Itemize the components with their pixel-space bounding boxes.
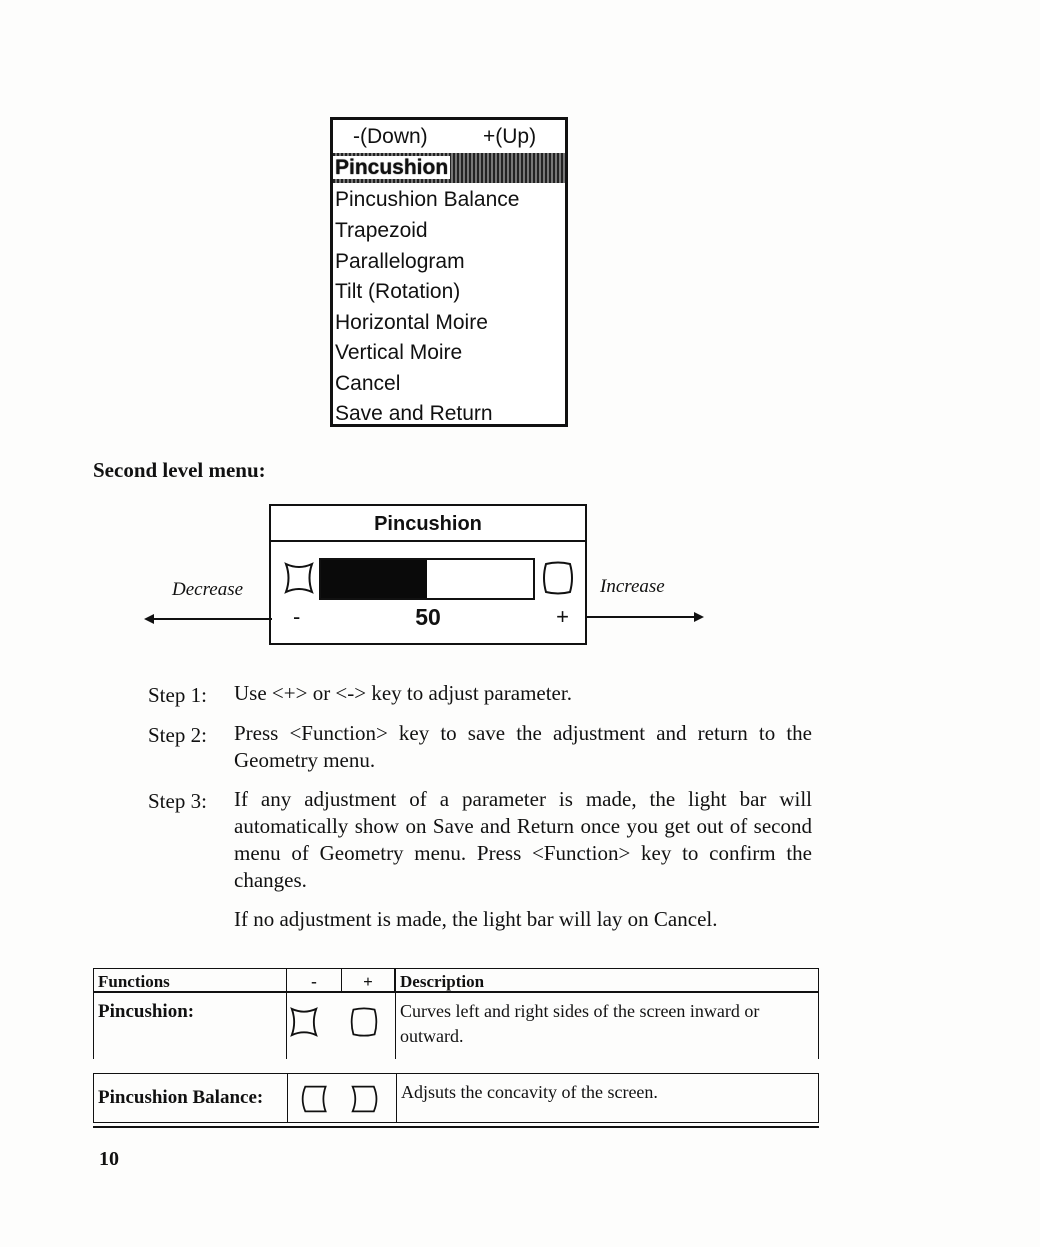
page-number: 10 <box>99 1148 119 1170</box>
decrease-label: Decrease <box>172 579 244 600</box>
menu-item-trapezoid[interactable]: Trapezoid <box>335 219 428 242</box>
function-description: Adjsuts the concavity of the screen. <box>396 1074 818 1122</box>
step-3-text: If any adjustment of a parameter is made, the light bar will automatically show on Save and Return once you get out of second menu of Geometry menu. Press <Function> key to confirm the changes. <box>234 787 812 892</box>
down-key-label: -(Down) <box>353 125 428 148</box>
menu-item-save-and-return[interactable]: Save and Return <box>335 402 493 425</box>
adjustment-title: Pincushion <box>271 506 585 542</box>
function-name: Pincushion: <box>93 993 287 1059</box>
header-functions: Functions <box>93 968 287 993</box>
balance-row <box>93 1073 819 1123</box>
pincushion-inward-icon <box>283 561 315 595</box>
geometry-menu <box>330 117 568 427</box>
step-2-label: Step 2: <box>148 723 207 747</box>
menu-item-tilt[interactable]: Tilt (Rotation) <box>335 280 461 303</box>
step-1-text: Use <+> or <-> key to adjust parameter. <box>234 681 572 705</box>
adjustment-box <box>269 504 587 645</box>
pincushion-inward-icon <box>289 1006 319 1038</box>
adjustment-bar-fill <box>321 560 427 598</box>
menu-item-cancel[interactable]: Cancel <box>335 372 401 395</box>
menu-header <box>333 125 565 151</box>
function-table <box>93 968 819 1060</box>
menu-item-pincushion[interactable]: Pincushion <box>333 153 565 183</box>
menu-item-pincushion-balance[interactable]: Pincushion Balance <box>335 188 520 211</box>
footer-rule <box>93 1126 819 1128</box>
note-text: If no adjustment is made, the light bar will lay on Cancel. <box>234 907 718 931</box>
header-minus: - <box>287 968 341 993</box>
step-3-label: Step 3: <box>148 789 207 813</box>
right-arrow-icon <box>586 610 704 624</box>
menu-item-parallelogram[interactable]: Parallelogram <box>335 250 465 273</box>
menu-item-horizontal-moire[interactable]: Horizontal Moire <box>335 311 488 334</box>
balance-right-icon <box>350 1083 380 1115</box>
adjustment-value: 50 <box>415 604 441 630</box>
increase-label: Increase <box>600 576 665 597</box>
header-plus: + <box>341 968 395 993</box>
up-key-label: +(Up) <box>483 125 537 148</box>
function-name: Pincushion Balance: <box>94 1074 288 1122</box>
section-heading: Second level menu: <box>93 458 266 482</box>
function-description: Curves left and right sides of the screen inward or outward. <box>395 993 819 1059</box>
minus-sign: - <box>293 604 301 629</box>
plus-sign: + <box>556 604 569 629</box>
pincushion-outward-icon <box>349 1006 379 1038</box>
left-arrow-icon <box>144 612 272 626</box>
step-1-label: Step 1: <box>148 683 207 707</box>
adjustment-bar[interactable] <box>319 558 535 600</box>
menu-item-vertical-moire[interactable]: Vertical Moire <box>335 341 463 364</box>
header-description: Description <box>395 968 819 993</box>
pincushion-outward-icon <box>541 561 575 595</box>
balance-left-icon <box>300 1083 330 1115</box>
step-2-text: Press <Function> key to save the adjustment and return to the Geometry menu. <box>234 721 812 772</box>
